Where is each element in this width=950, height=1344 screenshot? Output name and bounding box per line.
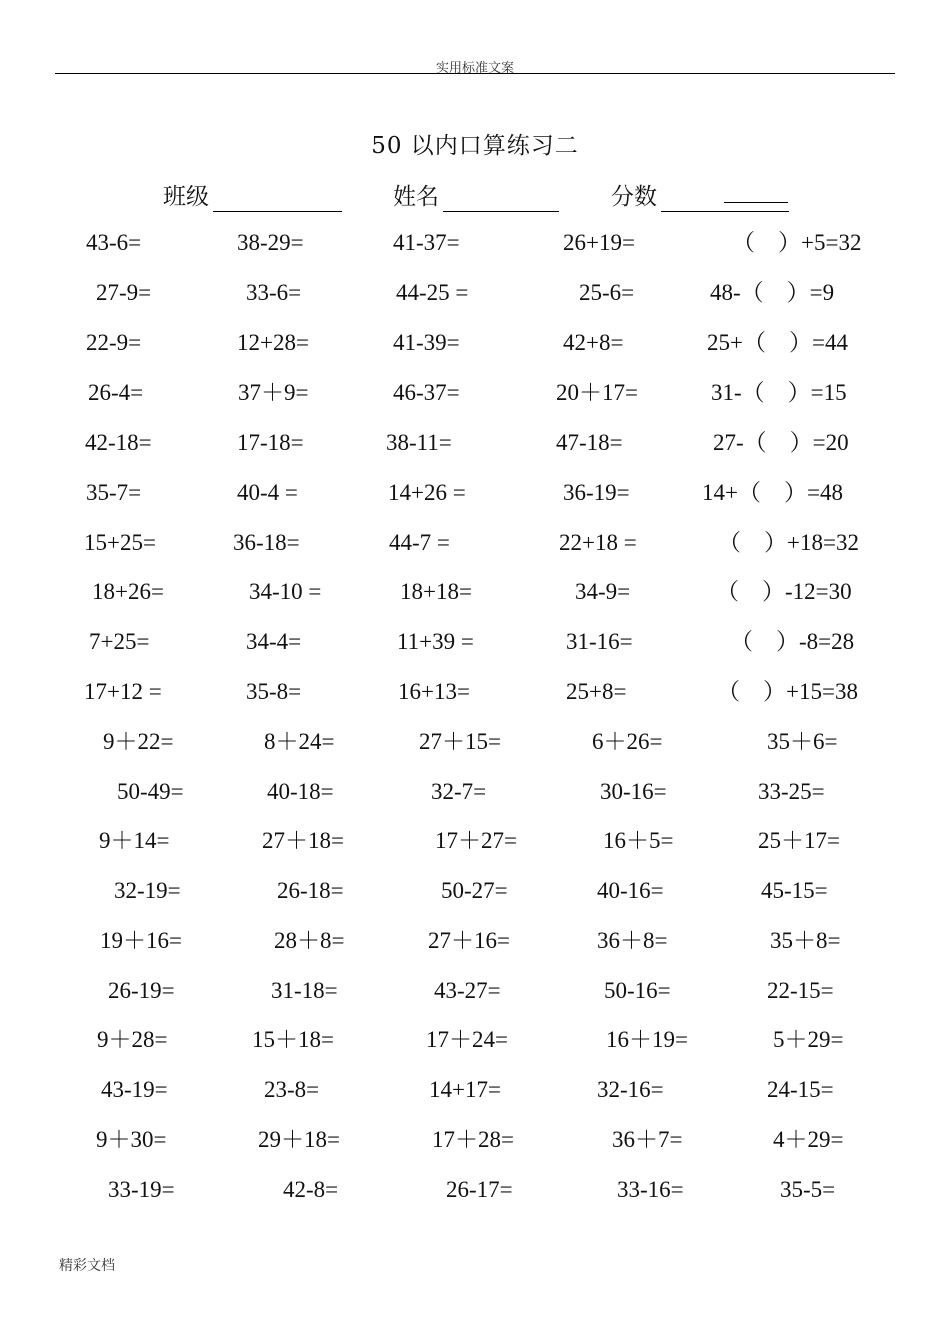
problem-row [0,426,950,460]
math-problem: 19＋16= [100,928,182,953]
math-problem: 29＋18= [258,1127,340,1152]
math-problem: 37＋9= [238,380,309,405]
math-problem: 43-19= [101,1077,168,1102]
math-problem: 26-19= [108,978,175,1003]
math-problem: 43-6= [86,230,142,255]
math-problem: 26-17= [446,1177,513,1202]
math-problem: 32-16= [597,1077,664,1102]
math-problem: 36-19= [563,480,630,505]
math-problem: 17＋27= [435,828,517,853]
math-problem: 35-7= [86,480,142,505]
math-problem: （ ）+18=32 [718,530,859,555]
math-problem: 33-16= [617,1177,684,1202]
class-label: 班级 [163,184,209,210]
score-label: 分数 [611,184,657,210]
math-problem: 27-（ ）=20 [713,430,849,455]
math-problem: 38-29= [237,230,304,255]
math-problem: 31-16= [566,629,633,654]
math-problem: 14+26 = [388,480,466,505]
math-problem: 16+13= [398,679,470,704]
math-problem: 9＋28= [97,1027,168,1052]
math-problem: 6＋26= [592,729,663,754]
math-problem: 32-19= [114,878,181,903]
math-problem: 41-37= [393,230,460,255]
math-problem: 14+17= [429,1077,501,1102]
problem-row [0,625,950,659]
math-problem: 22-9= [86,330,142,355]
math-problem: 25-6= [579,280,635,305]
problem-row [0,226,950,260]
math-problem: （ ）-8=28 [730,629,855,654]
math-problem: 34-9= [575,579,631,604]
math-problem: 16＋5= [603,828,674,853]
math-problem: 4＋29= [773,1127,844,1152]
math-problem: 35-5= [780,1177,836,1202]
problem-row [0,775,950,809]
math-problem: 26-4= [88,380,144,405]
math-problem: 32-7= [431,779,487,804]
math-problem: 22+18 = [559,530,637,555]
math-problem: 45-15= [761,878,828,903]
worksheet-title: 50 以内口算练习二 [371,133,579,159]
math-problem: 8＋24= [264,729,335,754]
math-problem: 33-19= [108,1177,175,1202]
math-problem: 5＋29= [773,1027,844,1052]
math-problem: 34-4= [246,629,302,654]
math-problem: 16＋19= [606,1027,688,1052]
math-problem: 23-8= [264,1077,320,1102]
math-problem: 44-25 = [396,280,469,305]
math-problem: 18+18= [400,579,472,604]
math-problem: 25+8= [566,679,627,704]
math-problem: 34-10 = [249,579,322,604]
math-problem: 40-4 = [237,480,298,505]
math-problem: 33-6= [246,280,302,305]
math-problem: 25+（ ）=44 [707,330,848,355]
math-problem: 42-18= [85,430,152,455]
math-problem: 36＋8= [597,928,668,953]
math-problem: 28＋8= [274,928,345,953]
math-problem: （ ）+5=32 [732,230,862,255]
math-problem: 22-15= [767,978,834,1003]
problem-row [0,326,950,360]
math-problem: 38-11= [386,430,452,455]
math-problem: 9＋22= [103,729,174,754]
problem-row [0,376,950,410]
math-problem: 35＋8= [770,928,841,953]
math-problem: 50-49= [117,779,184,804]
math-problem: 27＋18= [262,828,344,853]
math-problem: 48-（ ）=9 [710,280,835,305]
problem-row [0,1173,950,1207]
math-problem: 27＋16= [428,928,510,953]
math-problem: 40-18= [267,779,334,804]
math-problem: 40-16= [597,878,664,903]
math-problem: 18+26= [92,579,164,604]
problem-row [0,924,950,958]
math-problem: （ ）+15=38 [717,679,858,704]
math-problem: 9＋30= [96,1127,167,1152]
math-problem: 35＋6= [767,729,838,754]
problem-row [0,1073,950,1107]
math-problem: 12+28= [237,330,309,355]
math-problem: 50-27= [441,878,508,903]
problem-row [0,874,950,908]
math-problem: 15+25= [84,530,156,555]
math-problem: 17+12 = [84,679,162,704]
math-problem: 44-7 = [389,530,450,555]
math-problem: 47-18= [556,430,623,455]
math-problem: 30-16= [600,779,667,804]
problem-row [0,1023,950,1057]
math-problem: 42+8= [563,330,624,355]
math-problem: 41-39= [393,330,460,355]
math-problem: 17＋28= [432,1127,514,1152]
math-problem: 11+39 = [397,629,474,654]
problem-row [0,575,950,609]
math-problem: 43-27= [434,978,501,1003]
math-problem: 33-25= [758,779,825,804]
math-problem: 50-16= [604,978,671,1003]
math-problem: 24-15= [767,1077,834,1102]
problem-row [0,725,950,759]
problem-row [0,476,950,510]
math-problem: 46-37= [393,380,460,405]
problem-row [0,1123,950,1157]
math-problem: 26+19= [563,230,635,255]
math-problem: 14+（ ）=48 [702,480,843,505]
math-problem: 27-9= [96,280,152,305]
math-problem: 17＋24= [426,1027,508,1052]
math-problem: 26-18= [277,878,344,903]
math-problem: 20＋17= [556,380,638,405]
math-problem: 7+25= [89,629,150,654]
name-label: 姓名 [393,184,439,210]
math-problem: 27＋15= [419,729,501,754]
problem-row [0,675,950,709]
page-header-text: 实用标准文案 [435,61,514,76]
math-problem: 42-8= [283,1177,339,1202]
problem-row [0,526,950,560]
math-problem: 15＋18= [252,1027,334,1052]
problem-row [0,974,950,1008]
problem-row [0,276,950,310]
math-problem: （ ）-12=30 [716,579,852,604]
problem-row [0,824,950,858]
math-problem: 35-8= [246,679,302,704]
math-problem: 25＋17= [758,828,840,853]
math-problem: 17-18= [237,430,304,455]
math-problem: 36＋7= [612,1127,683,1152]
math-problem: 36-18= [233,530,300,555]
math-problem: 31-18= [271,978,338,1003]
math-problem: 9＋14= [99,828,170,853]
page-footer-text: 精彩文档 [59,1258,115,1274]
math-problem: 31-（ ）=15 [711,380,847,405]
